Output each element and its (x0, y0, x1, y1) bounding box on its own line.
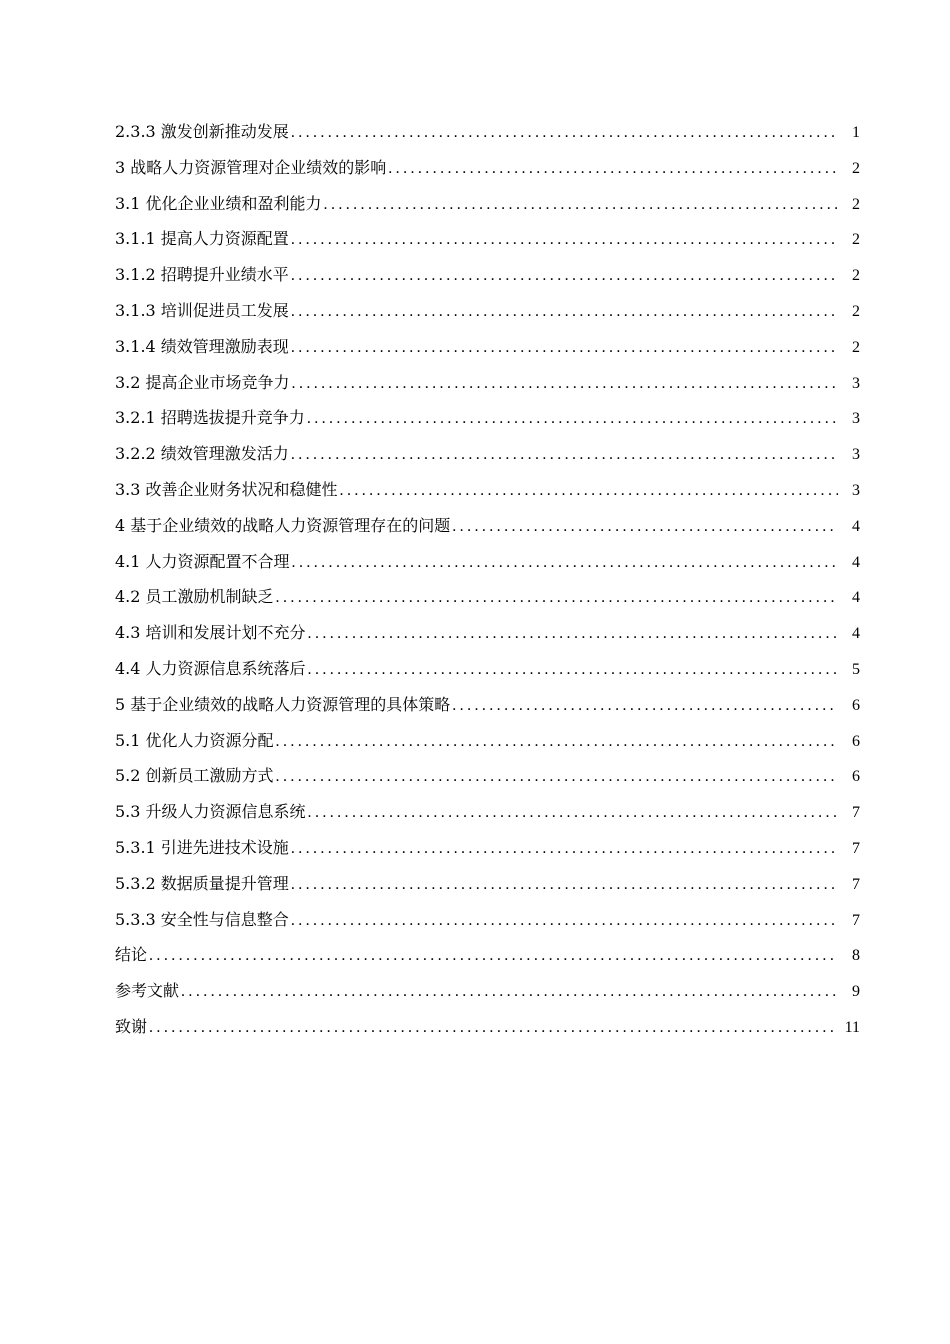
toc-entry-label: 2.3.3 激发创新推动发展 (115, 122, 289, 141)
toc-entry[interactable] (115, 902, 860, 938)
toc-leader-dots (307, 401, 838, 437)
toc-entry[interactable] (115, 615, 860, 651)
toc-leader-dots (291, 294, 838, 330)
toc-entry-page: 6 (852, 732, 860, 750)
toc-leader-dots (291, 903, 838, 939)
toc-entry[interactable] (115, 365, 860, 401)
toc-entry-label: 4 基于企业绩效的战略人力资源管理存在的问题 (115, 515, 451, 535)
toc-entry-label: 5.3.2 数据质量提升管理 (115, 873, 289, 893)
toc-entry-page: 9 (852, 983, 860, 1001)
toc-entry[interactable] (115, 293, 860, 329)
toc-entry-page: 2 (852, 338, 860, 356)
toc-entry-label: 5.3 升级人力资源信息系统 (115, 802, 306, 822)
toc-leader-dots (276, 759, 838, 795)
toc-entry[interactable] (115, 114, 860, 150)
toc-entry[interactable] (115, 579, 860, 615)
toc-entry-label: 3 战略人力资源管理对企业绩效的影响 (115, 157, 387, 177)
toc-entry-page: 3 (852, 446, 860, 464)
toc-entry-label: 5.3.3 安全性与信息整合 (115, 909, 289, 929)
toc-entry-label: 3.1.4 绩效管理激励表现 (115, 336, 289, 356)
toc-leader-dots (388, 151, 838, 187)
toc-entry-page: 3 (852, 481, 860, 499)
toc-entry-page: 5 (852, 660, 860, 678)
toc-entry[interactable] (115, 687, 860, 723)
toc-entry-page: 4 (852, 625, 860, 643)
toc-entry-page: 11 (844, 1018, 860, 1036)
toc-entry-page: 3 (852, 374, 860, 392)
toc-entry[interactable] (115, 830, 860, 866)
toc-entry-page: 6 (852, 768, 860, 786)
toc-leader-dots (292, 366, 838, 402)
toc-leader-dots (291, 831, 838, 867)
toc-entry[interactable] (115, 400, 860, 436)
toc-entry-label: 致谢 (115, 1016, 148, 1036)
toc-entry-page: 2 (852, 267, 860, 285)
toc-leader-dots (291, 222, 838, 258)
toc-leader-dots (276, 580, 838, 616)
toc-entry-page: 4 (852, 589, 860, 607)
toc-leader-dots (149, 1010, 838, 1046)
toc-leader-dots (181, 974, 838, 1010)
toc-entry[interactable] (115, 508, 860, 544)
toc-leader-dots (308, 616, 838, 652)
toc-entry[interactable] (115, 723, 860, 759)
toc-leader-dots (452, 688, 838, 724)
toc-entry-label: 3.3 改善企业财务状况和稳健性 (115, 479, 338, 499)
toc-entry[interactable] (115, 257, 860, 293)
toc-entry[interactable] (115, 866, 860, 902)
toc-entry-label: 4.3 培训和发展计划不充分 (115, 623, 306, 643)
toc-entry-label: 4.1 人力资源配置不合理 (115, 551, 290, 571)
toc-leader-dots (291, 258, 838, 294)
toc-entry[interactable] (115, 651, 860, 687)
toc-entry-page: 1 (852, 124, 860, 141)
toc-leader-dots (292, 545, 838, 581)
toc-entry-label: 4.4 人力资源信息系统落后 (115, 658, 306, 678)
toc-entry[interactable] (115, 472, 860, 508)
toc-leader-dots (452, 509, 838, 545)
toc-leader-dots (149, 938, 838, 974)
toc-entry-label: 3.1.1 提高人力资源配置 (115, 229, 289, 249)
toc-entry[interactable] (115, 150, 860, 186)
toc-entry-label: 3.2 提高企业市场竞争力 (115, 372, 290, 392)
toc-entry-label: 3.2.2 绩效管理激发活力 (115, 444, 289, 464)
toc-entry-page: 2 (852, 231, 860, 249)
toc-entry-page: 2 (852, 159, 860, 177)
toc-entry[interactable] (115, 794, 860, 830)
toc-entry-label: 3.1.3 培训促进员工发展 (115, 300, 289, 320)
toc-entry[interactable] (115, 221, 860, 257)
toc-leader-dots (291, 330, 838, 366)
toc-entry-page: 8 (852, 947, 860, 965)
toc-entry-label: 5.2 创新员工激励方式 (115, 766, 274, 786)
toc-entry-label: 3.1.2 招聘提升业绩水平 (115, 265, 289, 285)
toc-entry-label: 5 基于企业绩效的战略人力资源管理的具体策略 (115, 694, 451, 714)
toc-entry-page: 7 (852, 804, 860, 822)
toc-entry[interactable] (115, 758, 860, 794)
toc-leader-dots (308, 795, 838, 831)
toc-entry-page: 7 (852, 875, 860, 893)
toc-entry-page: 3 (852, 410, 860, 428)
toc-entry[interactable] (115, 436, 860, 472)
toc-entry[interactable] (115, 544, 860, 580)
toc-entry-label: 4.2 员工激励机制缺乏 (115, 587, 274, 607)
toc-entry-label: 5.1 优化人力资源分配 (115, 730, 274, 750)
toc-leader-dots (308, 652, 838, 688)
toc-entry-page: 4 (852, 553, 860, 571)
toc-entry-page: 7 (852, 839, 860, 857)
table-of-contents (115, 114, 860, 1045)
toc-leader-dots (324, 187, 838, 223)
toc-entry[interactable] (115, 186, 860, 222)
toc-entry-page: 7 (852, 911, 860, 929)
toc-entry-page: 2 (852, 302, 860, 320)
toc-entry-label: 结论 (115, 945, 148, 965)
toc-entry-label: 参考文献 (115, 981, 180, 1001)
toc-leader-dots (291, 867, 838, 903)
toc-entry[interactable] (115, 937, 860, 973)
toc-entry[interactable] (115, 973, 860, 1009)
toc-entry[interactable] (115, 1009, 860, 1045)
toc-entry-page: 6 (852, 696, 860, 714)
toc-leader-dots (340, 473, 838, 509)
toc-entry[interactable] (115, 329, 860, 365)
toc-entry-label: 3.1 优化企业业绩和盈利能力 (115, 193, 322, 213)
toc-entry-label: 3.2.1 招聘选拔提升竞争力 (115, 408, 305, 428)
toc-entry-page: 2 (852, 195, 860, 213)
toc-entry-label: 5.3.1 引进先进技术设施 (115, 837, 289, 857)
toc-entry-page: 4 (852, 517, 860, 535)
toc-leader-dots (276, 724, 838, 760)
toc-leader-dots (291, 437, 838, 473)
toc-leader-dots (291, 115, 838, 151)
